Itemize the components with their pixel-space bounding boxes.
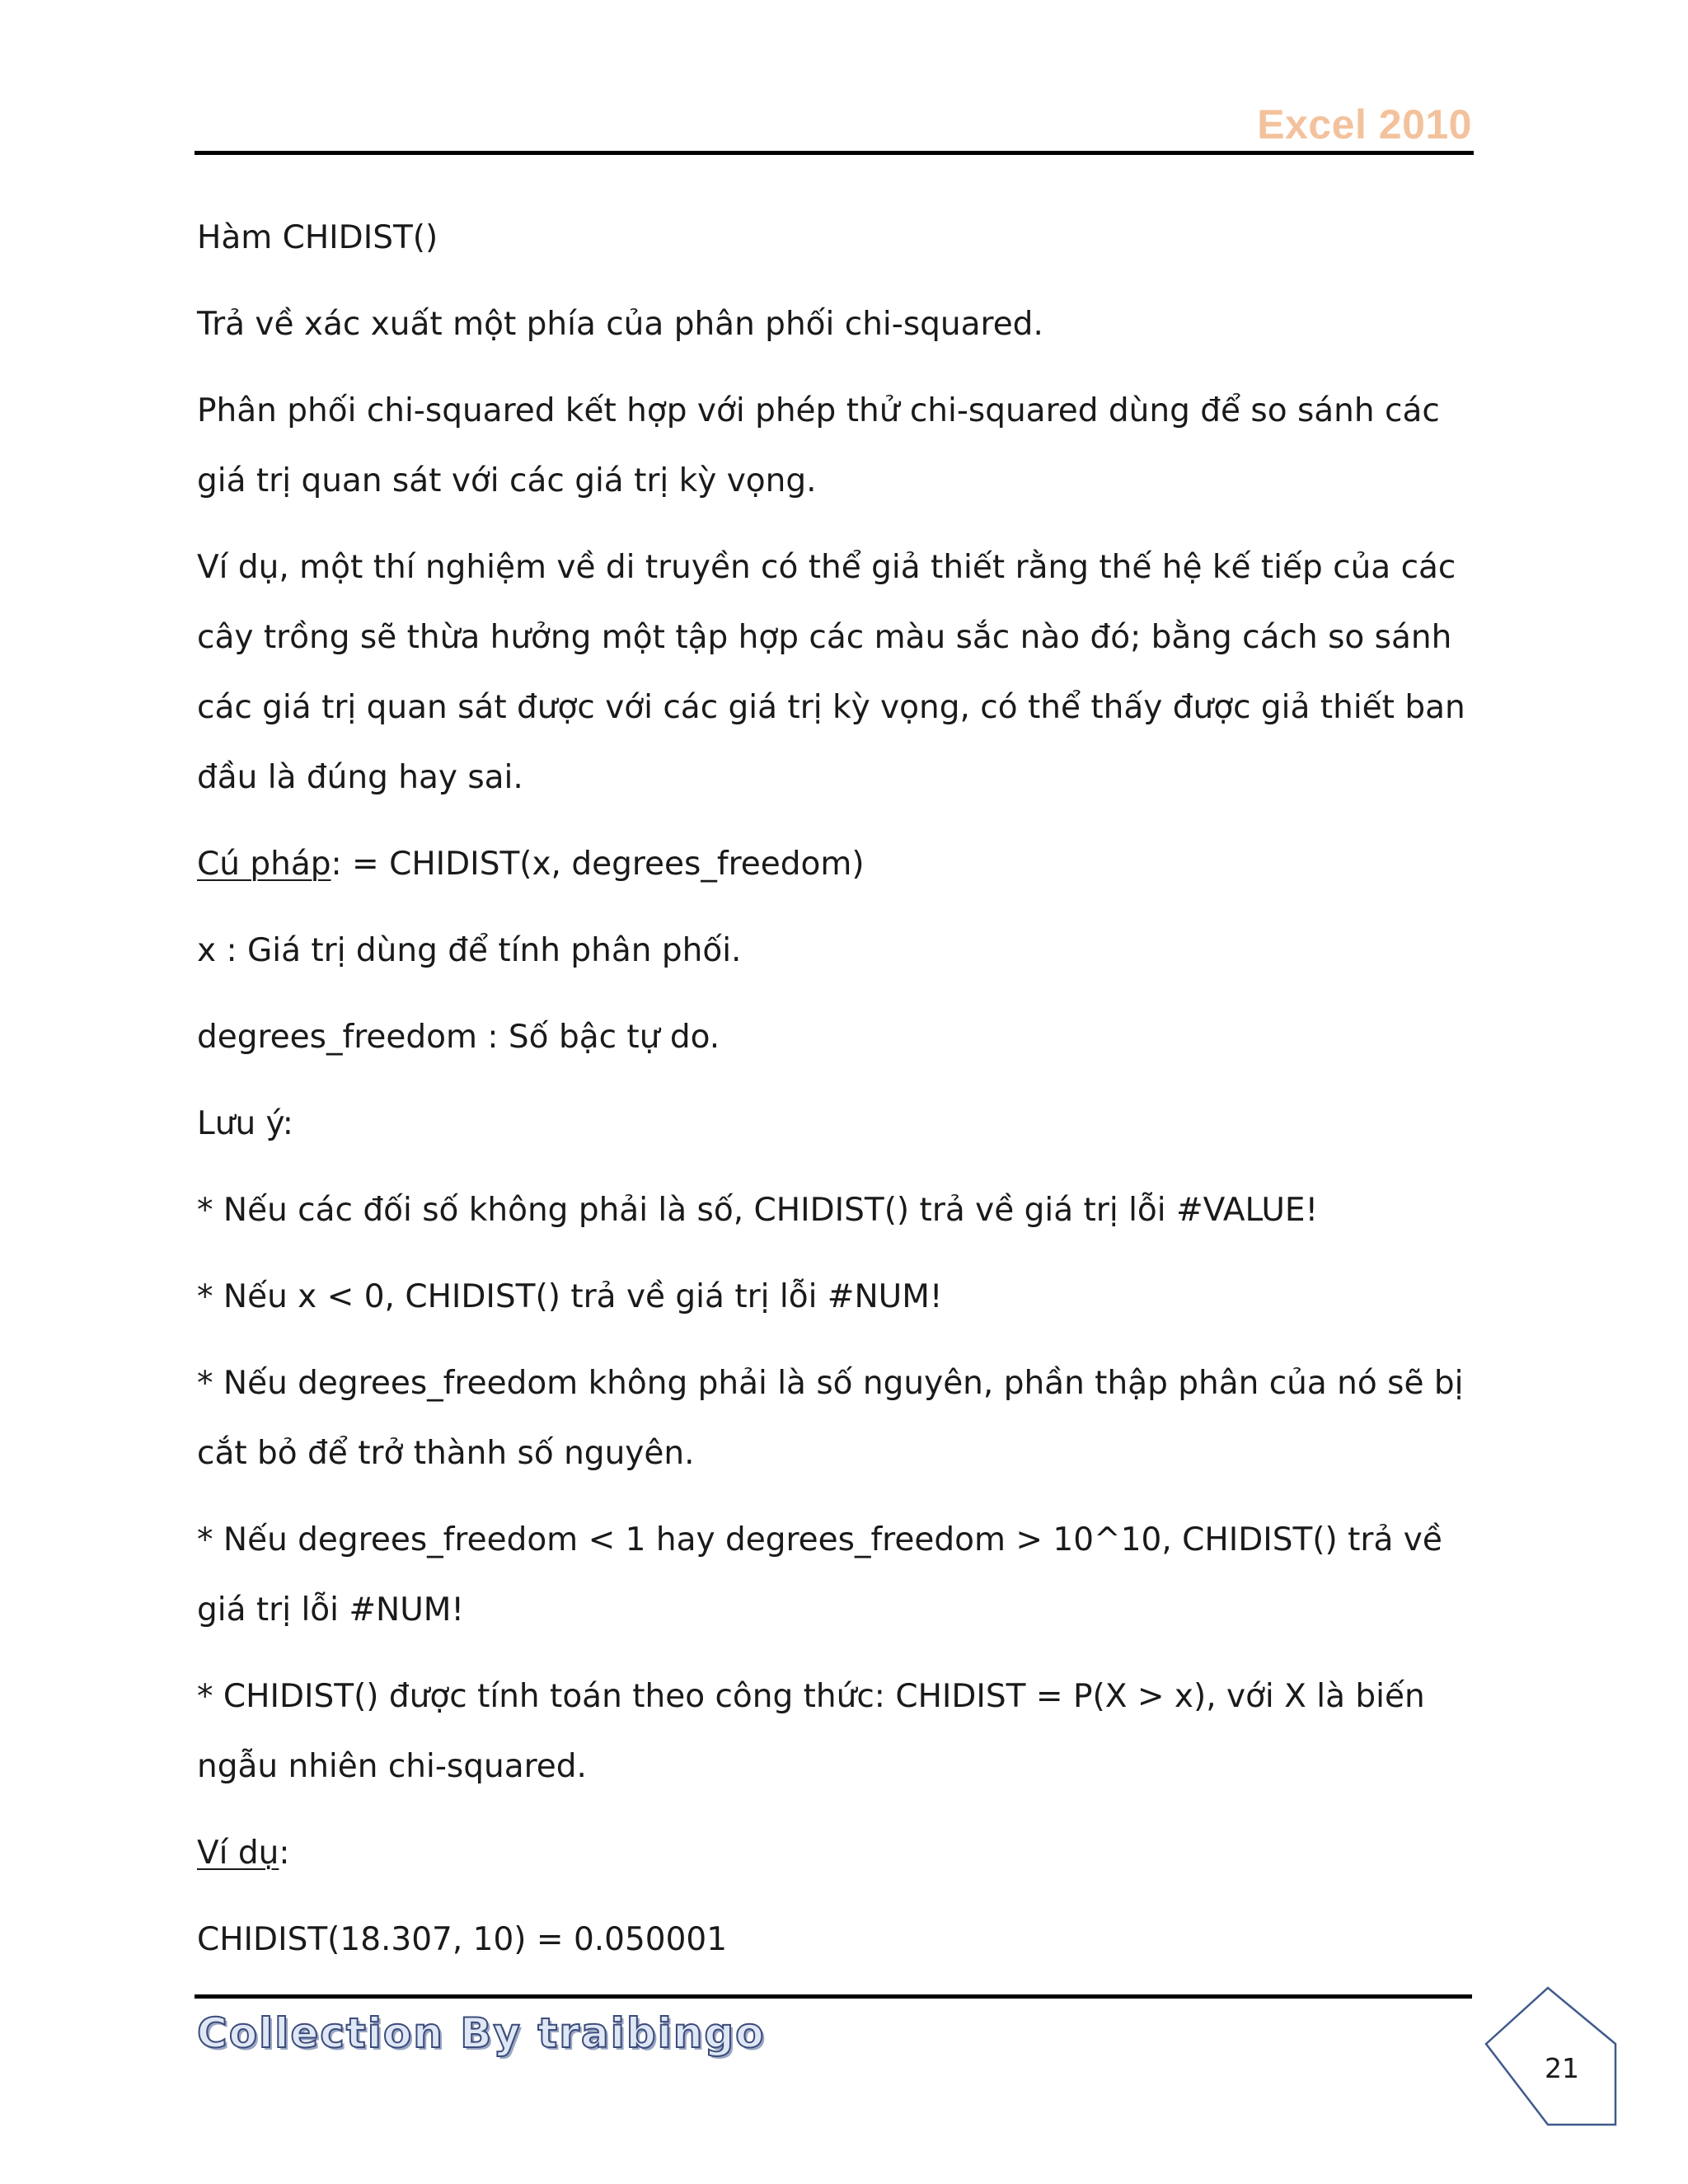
example-label: Ví dụ — [197, 1835, 279, 1872]
page-header — [195, 91, 1472, 157]
header-title: Excel 2010 — [1257, 101, 1472, 148]
document-body — [197, 203, 1483, 1991]
footer-rule — [195, 1994, 1472, 1999]
note-item: * Nếu degrees_freedom < 1 hay degrees_freedom > 10^10, CHIDIST() trả về giá trị lỗi #NUM! — [197, 1521, 1442, 1629]
argument-x: x : Giá trị dùng để tính phân phối. — [197, 932, 742, 969]
note-item: * Nếu các đối số không phải là số, CHIDIST() trả về giá trị lỗi #VALUE! — [197, 1192, 1319, 1229]
example-colon: : — [279, 1835, 290, 1872]
syntax-text: : = CHIDIST(x, degrees_freedom) — [331, 846, 865, 883]
example-formula: CHIDIST(18.307, 10) = 0.050001 — [197, 1921, 728, 1958]
note-item: * Nếu degrees_freedom không phải là số nguyên, phần thập phân của nó sẽ bị cắt bỏ để trở thành số nguyên. — [197, 1365, 1464, 1472]
paragraph-purpose: Phân phối chi-squared kết hợp với phép thử chi-squared dùng để so sánh các giá trị quan sát với các giá trị kỳ vọng. — [197, 392, 1440, 499]
note-item: * CHIDIST() được tính toán theo công thức: CHIDIST = P(X > x), với X là biến ngẫu nhiên chi-squared. — [197, 1678, 1425, 1785]
paragraph-example-context: Ví dụ, một thí nghiệm về di truyền có thể giả thiết rằng thế hệ kế tiếp của các cây trồng sẽ thừa hưởng một tập hợp các màu sắc nào đó; bằng cách so sánh các giá trị quan sát được với các giá trị kỳ vọng, có thể thấy được giả thiết ban đầu là đúng hay sai. — [197, 549, 1465, 796]
syntax-line — [197, 829, 1483, 899]
header-rule — [195, 151, 1474, 155]
syntax-label: Cú pháp — [197, 846, 331, 883]
page-number: 21 — [1545, 2052, 1579, 2084]
note-label: Lưu ý: — [197, 1105, 293, 1142]
note-item: * Nếu x < 0, CHIDIST() trả về giá trị lỗi #NUM! — [197, 1278, 943, 1315]
footer-brand: Collection By traibingo — [197, 2009, 766, 2057]
paragraph-description: Trả về xác xuất một phía của phân phối chi-squared. — [197, 306, 1043, 343]
example-line — [197, 1818, 1483, 1888]
function-heading: Hàm CHIDIST() — [197, 219, 438, 256]
argument-degrees-freedom: degrees_freedom : Số bậc tự do. — [197, 1019, 720, 1056]
